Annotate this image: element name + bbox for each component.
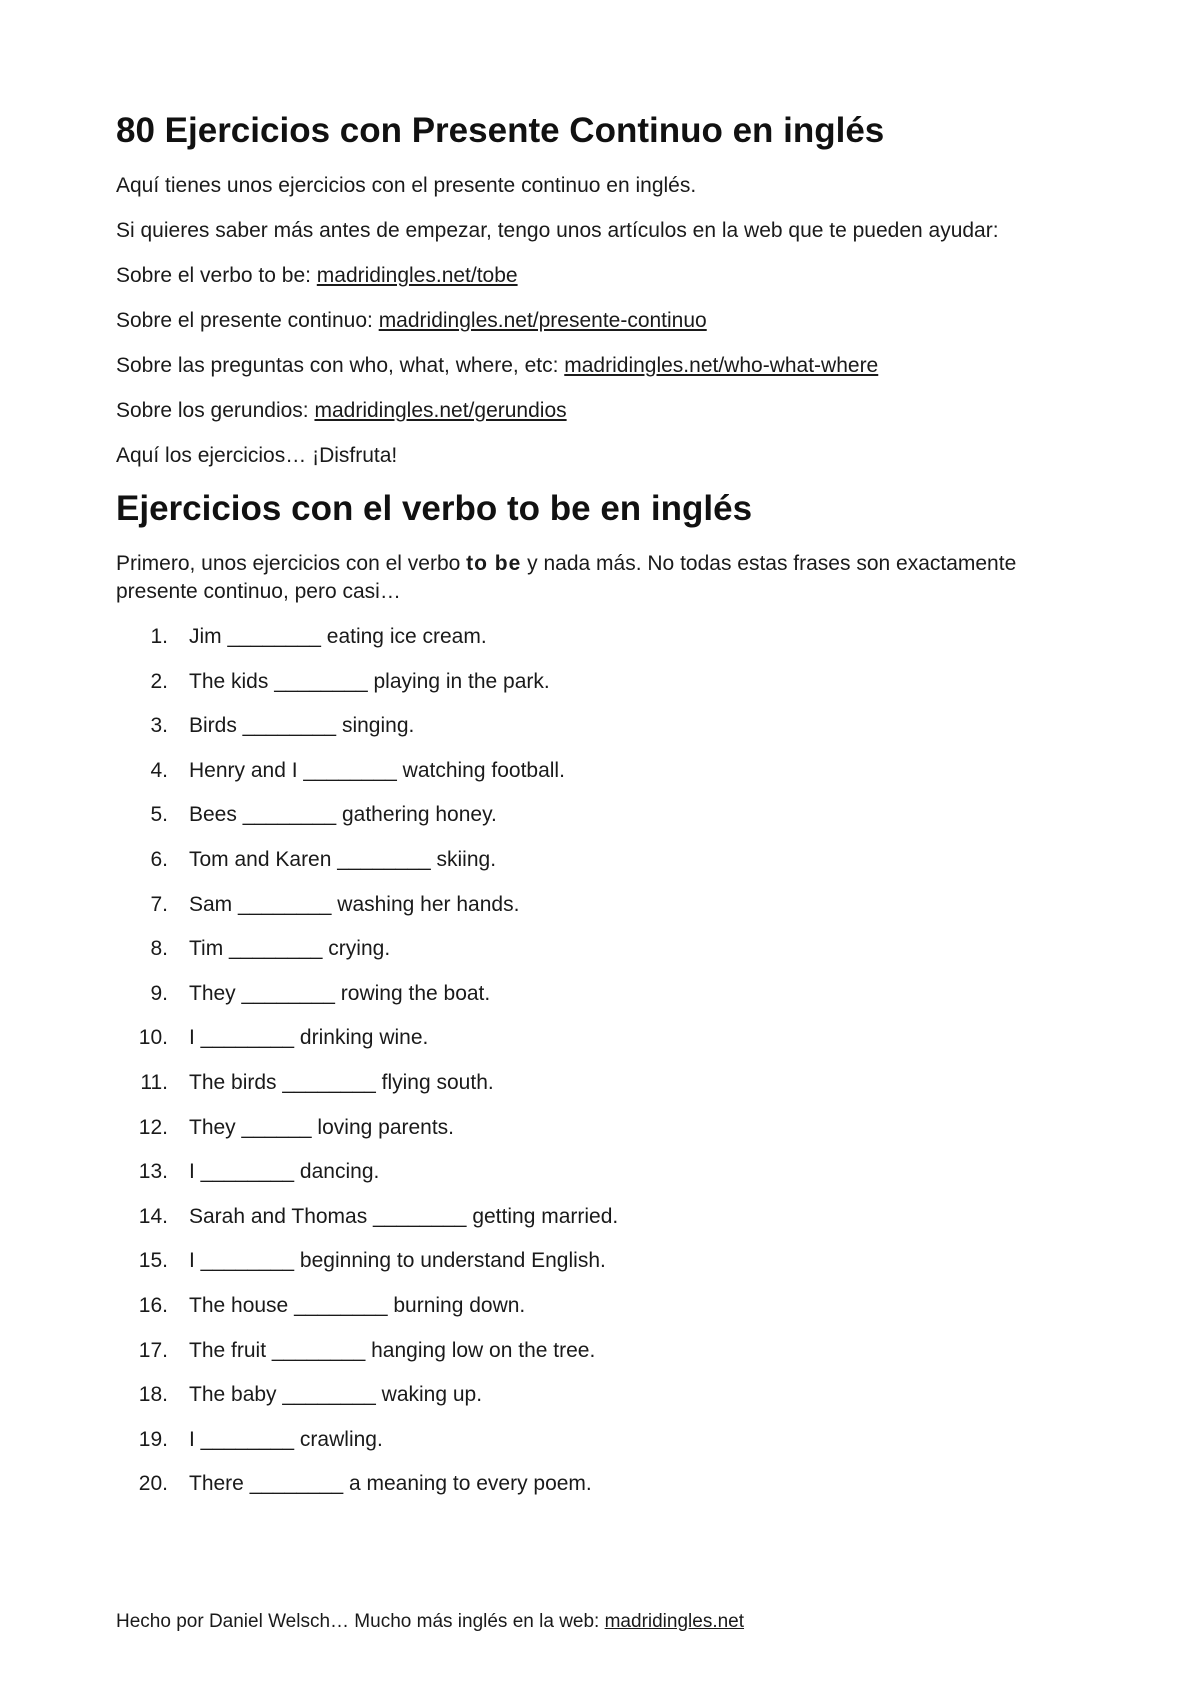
- exercise-item: [116, 1381, 1076, 1409]
- exercise-number: 5.: [150, 803, 168, 827]
- exercise-text: Sarah and Thomas ________ getting married.: [189, 1204, 619, 1228]
- intro-paragraph-3: Aquí los ejercicios… ¡Disfruta!: [116, 444, 398, 467]
- exercise-text: Bees ________ gathering honey.: [189, 803, 497, 827]
- exercise-number: 17.: [138, 1338, 168, 1362]
- exercise-number: 15.: [138, 1249, 168, 1273]
- section-intro-start: Primero, unos ejercicios con el verbo: [116, 552, 467, 575]
- exercise-text: Tom and Karen ________ skiing.: [189, 847, 497, 871]
- exercise-text: The fruit ________ hanging low on the tree.: [189, 1338, 596, 1362]
- exercise-text: I ________ crawling.: [189, 1427, 383, 1451]
- page-title: 80 Ejercicios con Presente Continuo en inglés: [116, 111, 885, 150]
- exercise-text: The baby ________ waking up.: [189, 1383, 483, 1407]
- resource-line-gerundios: [116, 397, 1076, 425]
- exercise-number: 3.: [150, 714, 168, 738]
- exercise-item: [116, 1337, 1076, 1365]
- resource-line-who-what-where: [116, 352, 1076, 380]
- section-intro: [116, 550, 1076, 606]
- resource-link-presente-continuo[interactable]: madridingles.net/presente-continuo: [378, 309, 707, 332]
- resource-link-gerundios[interactable]: madridingles.net/gerundios: [314, 399, 567, 422]
- exercise-item: [116, 801, 1076, 829]
- exercise-text: They ______ loving parents.: [189, 1115, 455, 1139]
- exercise-number: 19.: [138, 1427, 168, 1451]
- footer-link[interactable]: madridingles.net: [604, 1611, 745, 1632]
- exercise-item: [116, 668, 1076, 696]
- exercise-number: 1.: [150, 625, 168, 648]
- exercise-text: The birds ________ flying south.: [189, 1070, 494, 1094]
- exercise-number: 11.: [140, 1070, 168, 1094]
- footer-text: Hecho por Daniel Welsch… Mucho más inglés en la web:: [116, 1611, 605, 1632]
- section-intro-bold: to be: [466, 552, 522, 575]
- exercise-item: [116, 935, 1076, 963]
- exercise-text: The kids ________ playing in the park.: [189, 669, 550, 693]
- exercise-text: Birds ________ singing.: [189, 714, 415, 738]
- exercise-text: Henry and I ________ watching football.: [189, 758, 565, 782]
- exercise-number: 12.: [138, 1115, 168, 1139]
- resource-label: Sobre los gerundios:: [116, 399, 315, 422]
- exercise-text: The house ________ burning down.: [189, 1293, 526, 1317]
- exercise-number: 16.: [138, 1293, 168, 1317]
- exercise-text: I ________ dancing.: [189, 1160, 380, 1184]
- section-heading: Ejercicios con el verbo to be en inglés: [116, 489, 753, 528]
- exercise-number: 9.: [150, 981, 168, 1005]
- exercise-number: 6.: [150, 847, 168, 871]
- intro-paragraph-1: Aquí tienes unos ejercicios con el presente continuo en inglés.: [116, 174, 697, 197]
- resource-label: Sobre el presente continuo:: [116, 309, 379, 332]
- exercise-item: [116, 891, 1076, 919]
- exercise-item: [116, 980, 1076, 1008]
- exercise-number: 14.: [138, 1204, 168, 1228]
- exercise-number: 7.: [150, 892, 168, 916]
- exercise-item: [116, 1426, 1076, 1454]
- exercise-item: [116, 1024, 1076, 1052]
- exercise-item: [116, 1114, 1076, 1142]
- exercise-text: There ________ a meaning to every poem.: [189, 1472, 592, 1496]
- exercise-item: [116, 1292, 1076, 1320]
- resource-line-tobe: [116, 262, 1076, 290]
- exercise-item: [116, 1158, 1076, 1186]
- resource-link-tobe[interactable]: madridingles.net/tobe: [316, 264, 518, 287]
- section-intro-end: y nada más. No todas estas frases son exactamente presente continuo, pero casi…: [116, 552, 1017, 603]
- intro-paragraph-2: Si quieres saber más antes de empezar, tengo unos artículos en la web que te pueden ayudar:: [116, 219, 999, 242]
- exercise-text: I ________ beginning to understand English.: [189, 1249, 606, 1273]
- exercise-number: 13.: [138, 1160, 168, 1184]
- document-page: [116, 110, 1076, 1515]
- exercise-number: 20.: [138, 1472, 168, 1496]
- exercise-text: I ________ drinking wine.: [189, 1026, 429, 1050]
- exercise-number: 4.: [150, 758, 168, 782]
- exercise-text: Jim ________ eating ice cream.: [189, 625, 487, 648]
- footer: [116, 1610, 744, 1634]
- exercise-number: 2.: [150, 669, 168, 693]
- resource-link-who-what-where[interactable]: madridingles.net/who-what-where: [564, 354, 879, 377]
- exercise-text: Sam ________ washing her hands.: [189, 892, 520, 916]
- exercise-number: 10.: [138, 1026, 168, 1050]
- exercise-list: [116, 623, 1076, 1498]
- exercise-item: [116, 1247, 1076, 1275]
- exercise-item: [116, 846, 1076, 874]
- exercise-number: 8.: [150, 937, 168, 961]
- exercise-text: Tim ________ crying.: [189, 937, 391, 961]
- exercise-item: [116, 1069, 1076, 1097]
- exercise-item: [116, 712, 1076, 740]
- exercise-item: [116, 623, 1076, 651]
- exercise-item: [116, 1203, 1076, 1231]
- resource-label: Sobre el verbo to be:: [116, 264, 317, 287]
- resource-line-presente-continuo: [116, 307, 1076, 335]
- exercise-item: [116, 757, 1076, 785]
- exercise-item: [116, 1470, 1076, 1498]
- resource-label: Sobre las preguntas con who, what, where, etc:: [116, 354, 565, 377]
- exercise-text: They ________ rowing the boat.: [189, 981, 491, 1005]
- exercise-number: 18.: [138, 1383, 168, 1407]
